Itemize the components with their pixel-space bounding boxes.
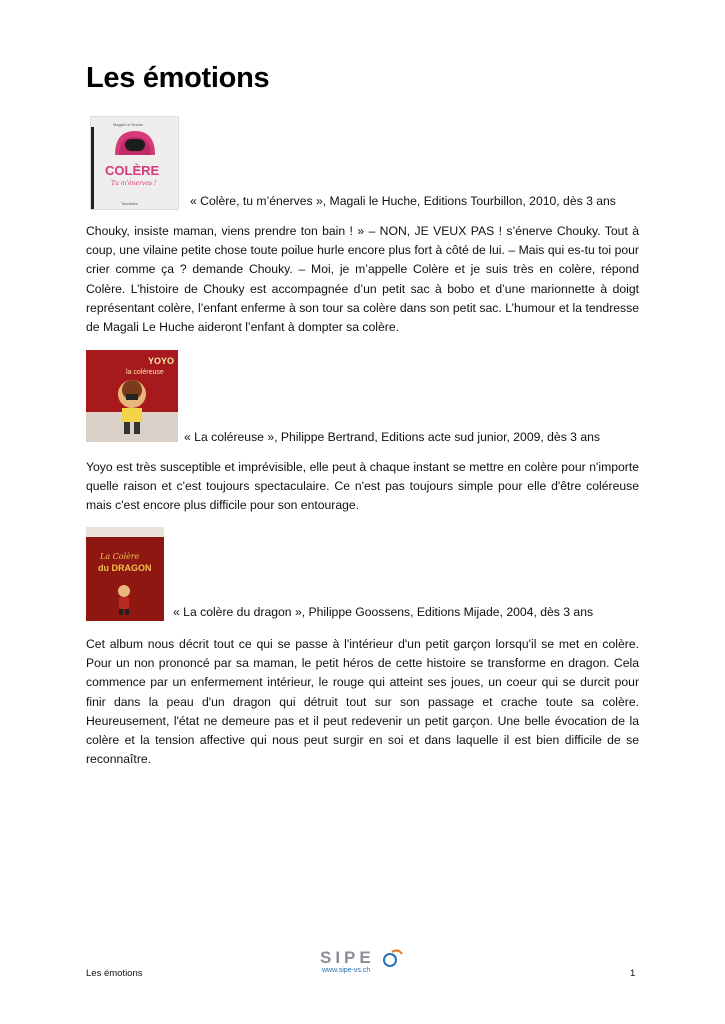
book-cover-dragon (86, 527, 164, 621)
cover-title-line1: La Colère (100, 552, 140, 561)
logo-mark-icon (382, 948, 404, 968)
cover-illustration (91, 117, 178, 209)
book-entry-colere (86, 116, 639, 212)
book-caption: « La colère du dragon », Philippe Goossens, Editions Mijade, 2004, dès 3 ans (173, 605, 594, 619)
cover-illustration (86, 527, 164, 621)
cover-subtitle: la coléreuse (126, 369, 164, 376)
book-cover-yoyo (86, 350, 178, 442)
book-description: Yoyo est très susceptible et imprévisible, elle peut à chaque instant se mettre en colère pour n'importe quelle raison et c'est toujours spectaculaire. Ce n'est pas toujours simple pour elle d'être coléreuse mais c'est encore plus difficile pour son entourage. (86, 460, 639, 513)
sipe-logo (320, 948, 406, 978)
cover-illustration (86, 350, 178, 442)
cover-title: YOYO (148, 356, 175, 366)
cover-title-line2: du DRAGON (98, 563, 152, 573)
page-title: Les émotions (86, 62, 270, 94)
cover-author: Magali Le Huche (113, 122, 144, 127)
book-caption: « Colère, tu m’énerves », Magali le Huche, Editions Tourbillon, 2010, dès 3 ans (190, 194, 616, 208)
footer-title: Les émotions (86, 968, 143, 979)
logo-text: SIPE (320, 948, 375, 967)
book-caption: « La coléreuse », Philippe Bertrand, Editions acte sud junior, 2009, dès 3 ans (184, 430, 600, 444)
page-number: 1 (630, 968, 636, 979)
book-cover-colere (90, 116, 179, 210)
book-entry-dragon (86, 527, 639, 621)
cover-title: COLÈRE (105, 163, 160, 178)
book-entry-yoyo (86, 350, 639, 444)
cover-publisher: Tourbillon (121, 201, 139, 206)
book-description: Cet album nous décrit tout ce qui se passe à l'intérieur d'un petit garçon lorsqu'il se met en colère. Pour un non prononcé par sa maman, le petit héros de cette histoire se transforme en dragon. Cela commence par un enfermement intérieur, le rouge qui atteint ses joues, un coeur qui se durcit pour finir dans la peau d'un dragon qui détruit tout sur son passage et crache toute sa colère. Heureusement, l'état ne demeure pas et il peut redevenir un petit garçon. Une belle évocation de la colère et la tension affective qui nous peut surgir en soi et dans laquelle il est bien difficile de se reconnaître. (86, 637, 639, 767)
cover-subtitle: Tu m'énerves ! (111, 180, 157, 187)
book-description: Chouky, insiste maman, viens prendre ton bain ! » – NON, JE VEUX PAS ! s’énerve Chouky. Tout à coup, une vilaine petite chose toute poilue hurle encore plus fort à côté de lui. – Mais qui es-tu toi pour crier comme ça ? demande Chouky. – Moi, je m’appelle Colère et je suis très en colère, répond Colère. L’histoire de Chouky est accompagnée d’un petit sac à bobo et d’une marionnette à doigt représentant colère, l’enfant enferme à son tour sa colère dans son petit sac. L’humour et la tendresse de Magali Le Huche aideront l’enfant à dompter sa colère. (86, 224, 639, 335)
logo-url: www.sipe-vs.ch (322, 967, 371, 974)
